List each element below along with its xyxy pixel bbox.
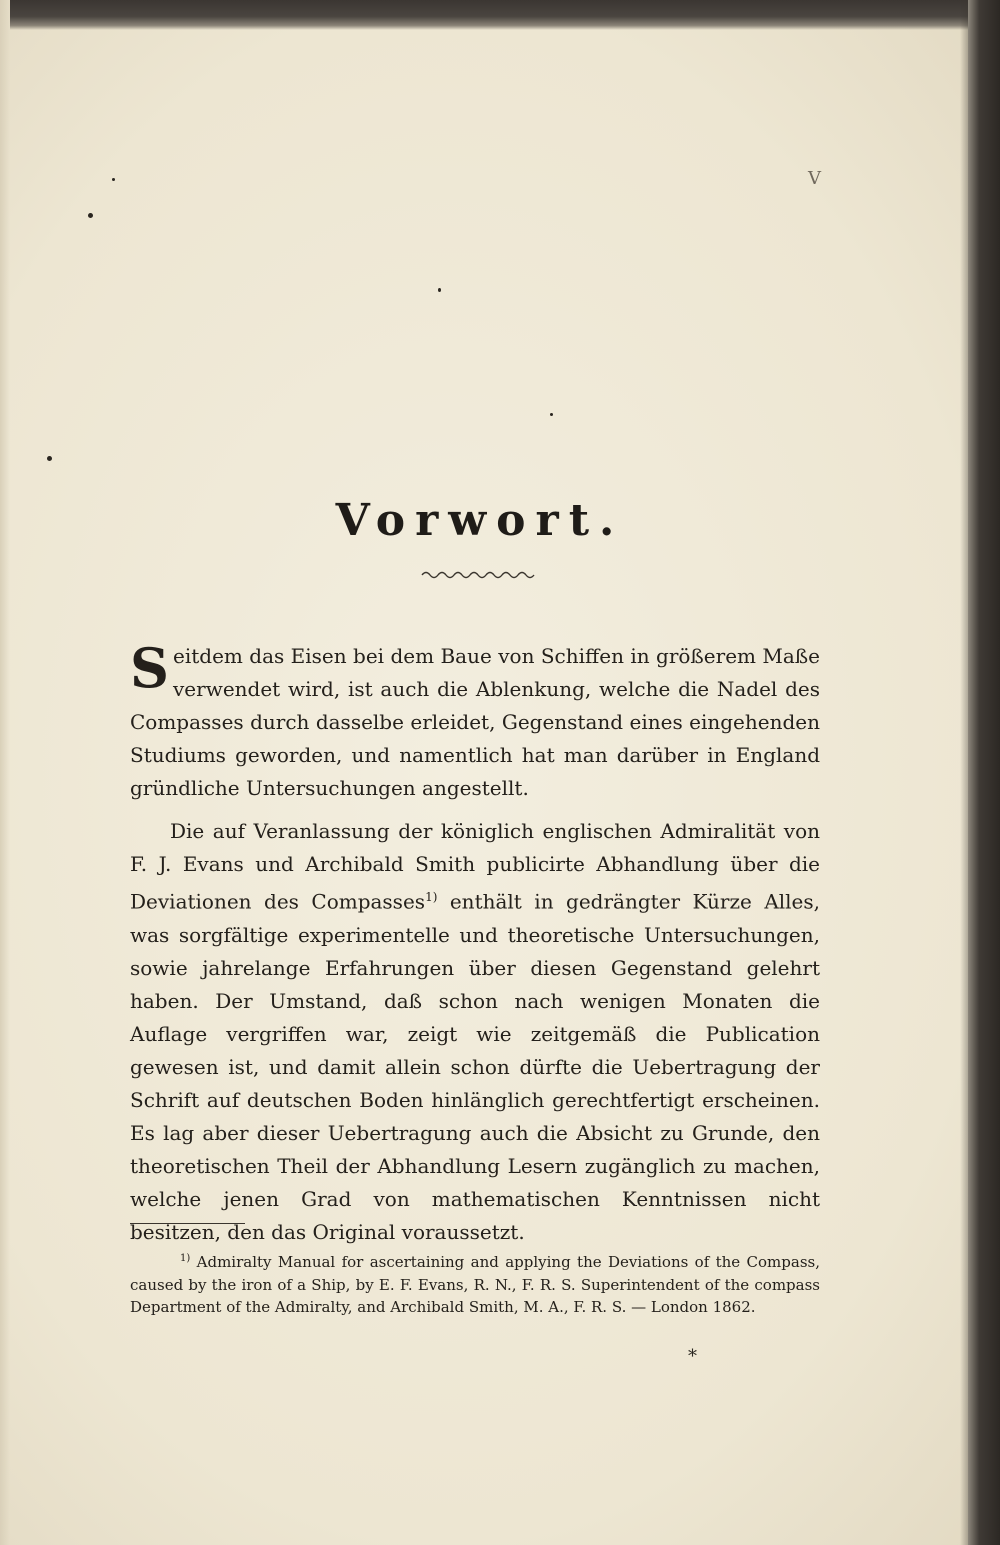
- ink-speck: [438, 288, 441, 292]
- signature-star: *: [688, 1346, 697, 1367]
- page-number: V: [808, 168, 821, 189]
- page-left-edge: [0, 0, 10, 1545]
- paragraph-text: enthält in gedrängter Kürze Alles, was sorgfältige experimentelle und theoretische Untersuchungen, sowie jahrelange Erfahrungen über diesen Gegenstand gelehrt haben. Der Umstand, daß schon nach wenigen Monaten die Auflage vergriffen war, zeigt wie zeitgemäß die Publication gewesen ist, und damit allein schon dürfte die Uebertragung der Schrift auf deutschen Boden hinlänglich gerechtfertigt erscheinen. Es lag aber dieser Uebertragung auch die Absicht zu Grunde, den theoretischen Theil der Abhandlung Lesern zugänglich zu machen, welche jenen Grad von mathematischen Kenntnissen nicht besitzen, den das Original voraussetzt.: [130, 889, 821, 1244]
- ink-speck: [88, 213, 93, 218]
- title-flourish: [420, 568, 540, 582]
- ink-speck: [47, 456, 52, 461]
- paragraph-text: Die auf Veranlassung der königlich englischen Admiralität von F. J. Evans und Archibald Smith publicirte Abhandlung über die Deviationen des Compasses: [130, 819, 820, 914]
- footnote-text: Admiralty Manual for ascertaining and applying the Deviations of the Compass, caused by the iron of a Ship, by E. F. Evans, R. N., F. R. S. Superintendent of the compass Department of the Admiralty, and Archibald Smith, M. A., F. R. S. — London 1862.: [130, 1253, 820, 1316]
- footnote-divider: [130, 1223, 245, 1224]
- drop-cap: S: [130, 636, 169, 700]
- page-title: Vorwort.: [335, 495, 625, 546]
- footnote-mark: 1): [180, 1253, 191, 1264]
- book-cover-edge: [968, 0, 1000, 1545]
- ink-speck: [550, 413, 553, 416]
- ink-speck: [112, 178, 115, 181]
- paragraph: [130, 815, 820, 1249]
- page-shadow: [960, 0, 968, 1545]
- paragraph: [130, 636, 820, 805]
- footnote: [130, 1248, 820, 1319]
- book-top-edge: [10, 0, 1000, 30]
- paragraph-text: eitdem das Eisen bei dem Baue von Schiffen in größerem Maße verwendet wird, ist auch die Ablenkung, welche die Nadel des Compasses durch dasselbe erleidet, Gegenstand eines eingehenden Studiums geworden, und namentlich hat man darüber in England gründliche Untersuchungen angestellt.: [130, 644, 820, 800]
- body-text: [130, 636, 821, 1259]
- footnote-reference: 1): [425, 890, 438, 904]
